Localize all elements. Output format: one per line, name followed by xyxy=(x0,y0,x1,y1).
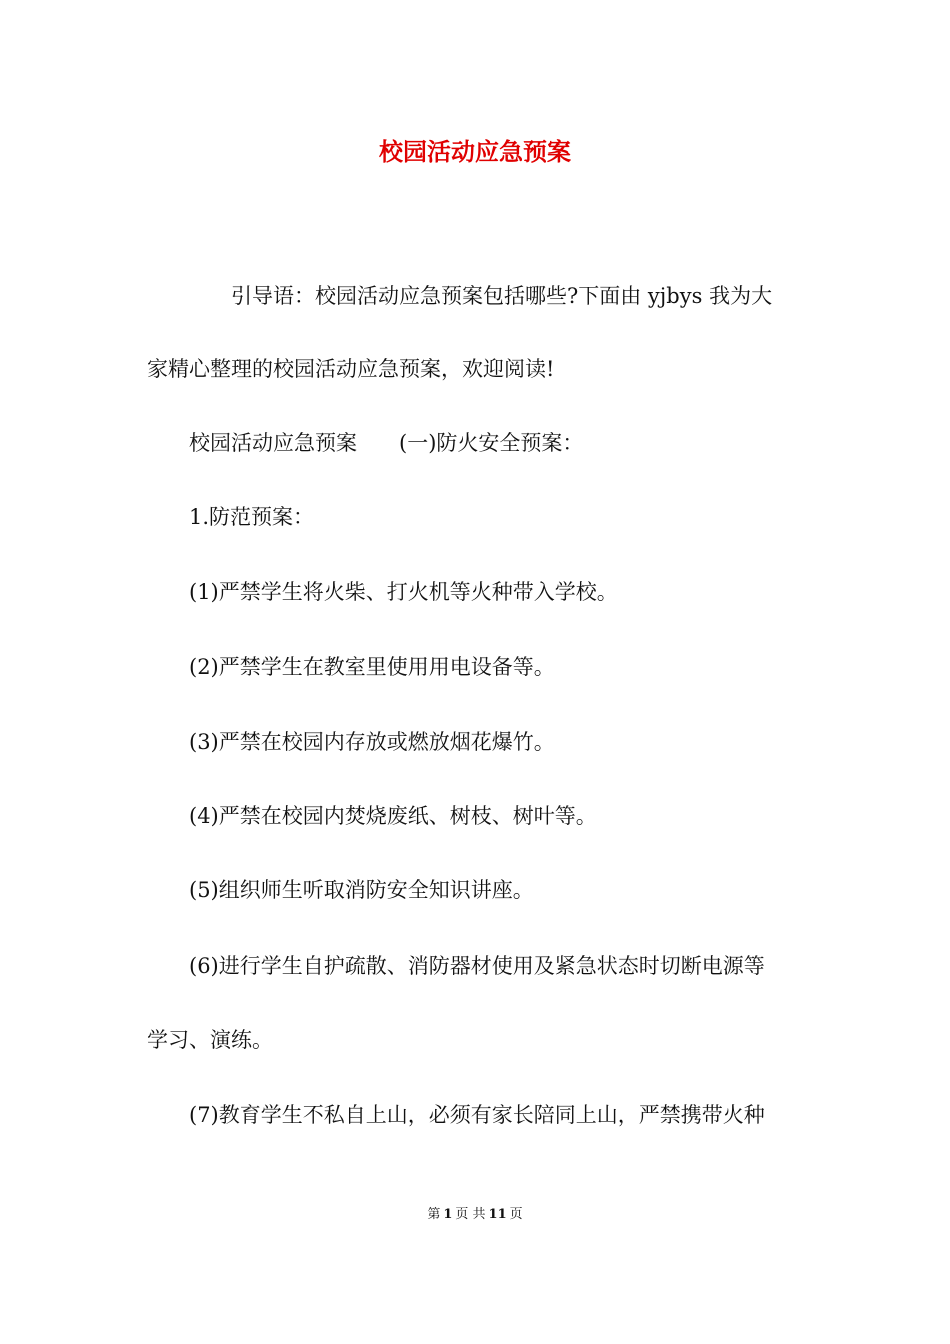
page-footer xyxy=(0,1206,950,1224)
current-page-number: 1 xyxy=(443,1207,453,1222)
page-label-prefix: 第 xyxy=(427,1207,441,1222)
total-pages-number: 11 xyxy=(488,1207,507,1222)
paragraph-line: (1)严禁学生将火柴、打火机等火种带入学校。 xyxy=(189,580,618,604)
page-label-suffix: 页 xyxy=(509,1207,523,1222)
paragraph-line: 引导语：校园活动应急预案包括哪些?下面由 yjbys 我为大 xyxy=(231,284,773,308)
paragraph-line: (7)教育学生不私自上山，必须有家长陪同上山，严禁携带火种 xyxy=(189,1103,765,1127)
paragraph-line: (3)严禁在校园内存放或燃放烟花爆竹。 xyxy=(189,730,555,754)
paragraph-line: (5)组织师生听取消防安全知识讲座。 xyxy=(189,878,534,902)
paragraph-line: 学习、演练。 xyxy=(147,1028,273,1052)
paragraph-line: 1.防范预案： xyxy=(189,505,315,529)
page-label-middle: 页 共 xyxy=(455,1207,486,1222)
paragraph-line: (2)严禁学生在教室里使用用电设备等。 xyxy=(189,655,555,679)
document-title: 校园活动应急预案 xyxy=(379,137,571,166)
paragraph-line: 校园活动应急预案 (一)防火安全预案： xyxy=(189,431,584,455)
paragraph-line: (6)进行学生自护疏散、消防器材使用及紧急状态时切断电源等 xyxy=(189,954,765,978)
paragraph-line: 家精心整理的校园活动应急预案，欢迎阅读! xyxy=(147,357,555,381)
paragraph-line: (4)严禁在校园内焚烧废纸、树枝、树叶等。 xyxy=(189,804,597,828)
